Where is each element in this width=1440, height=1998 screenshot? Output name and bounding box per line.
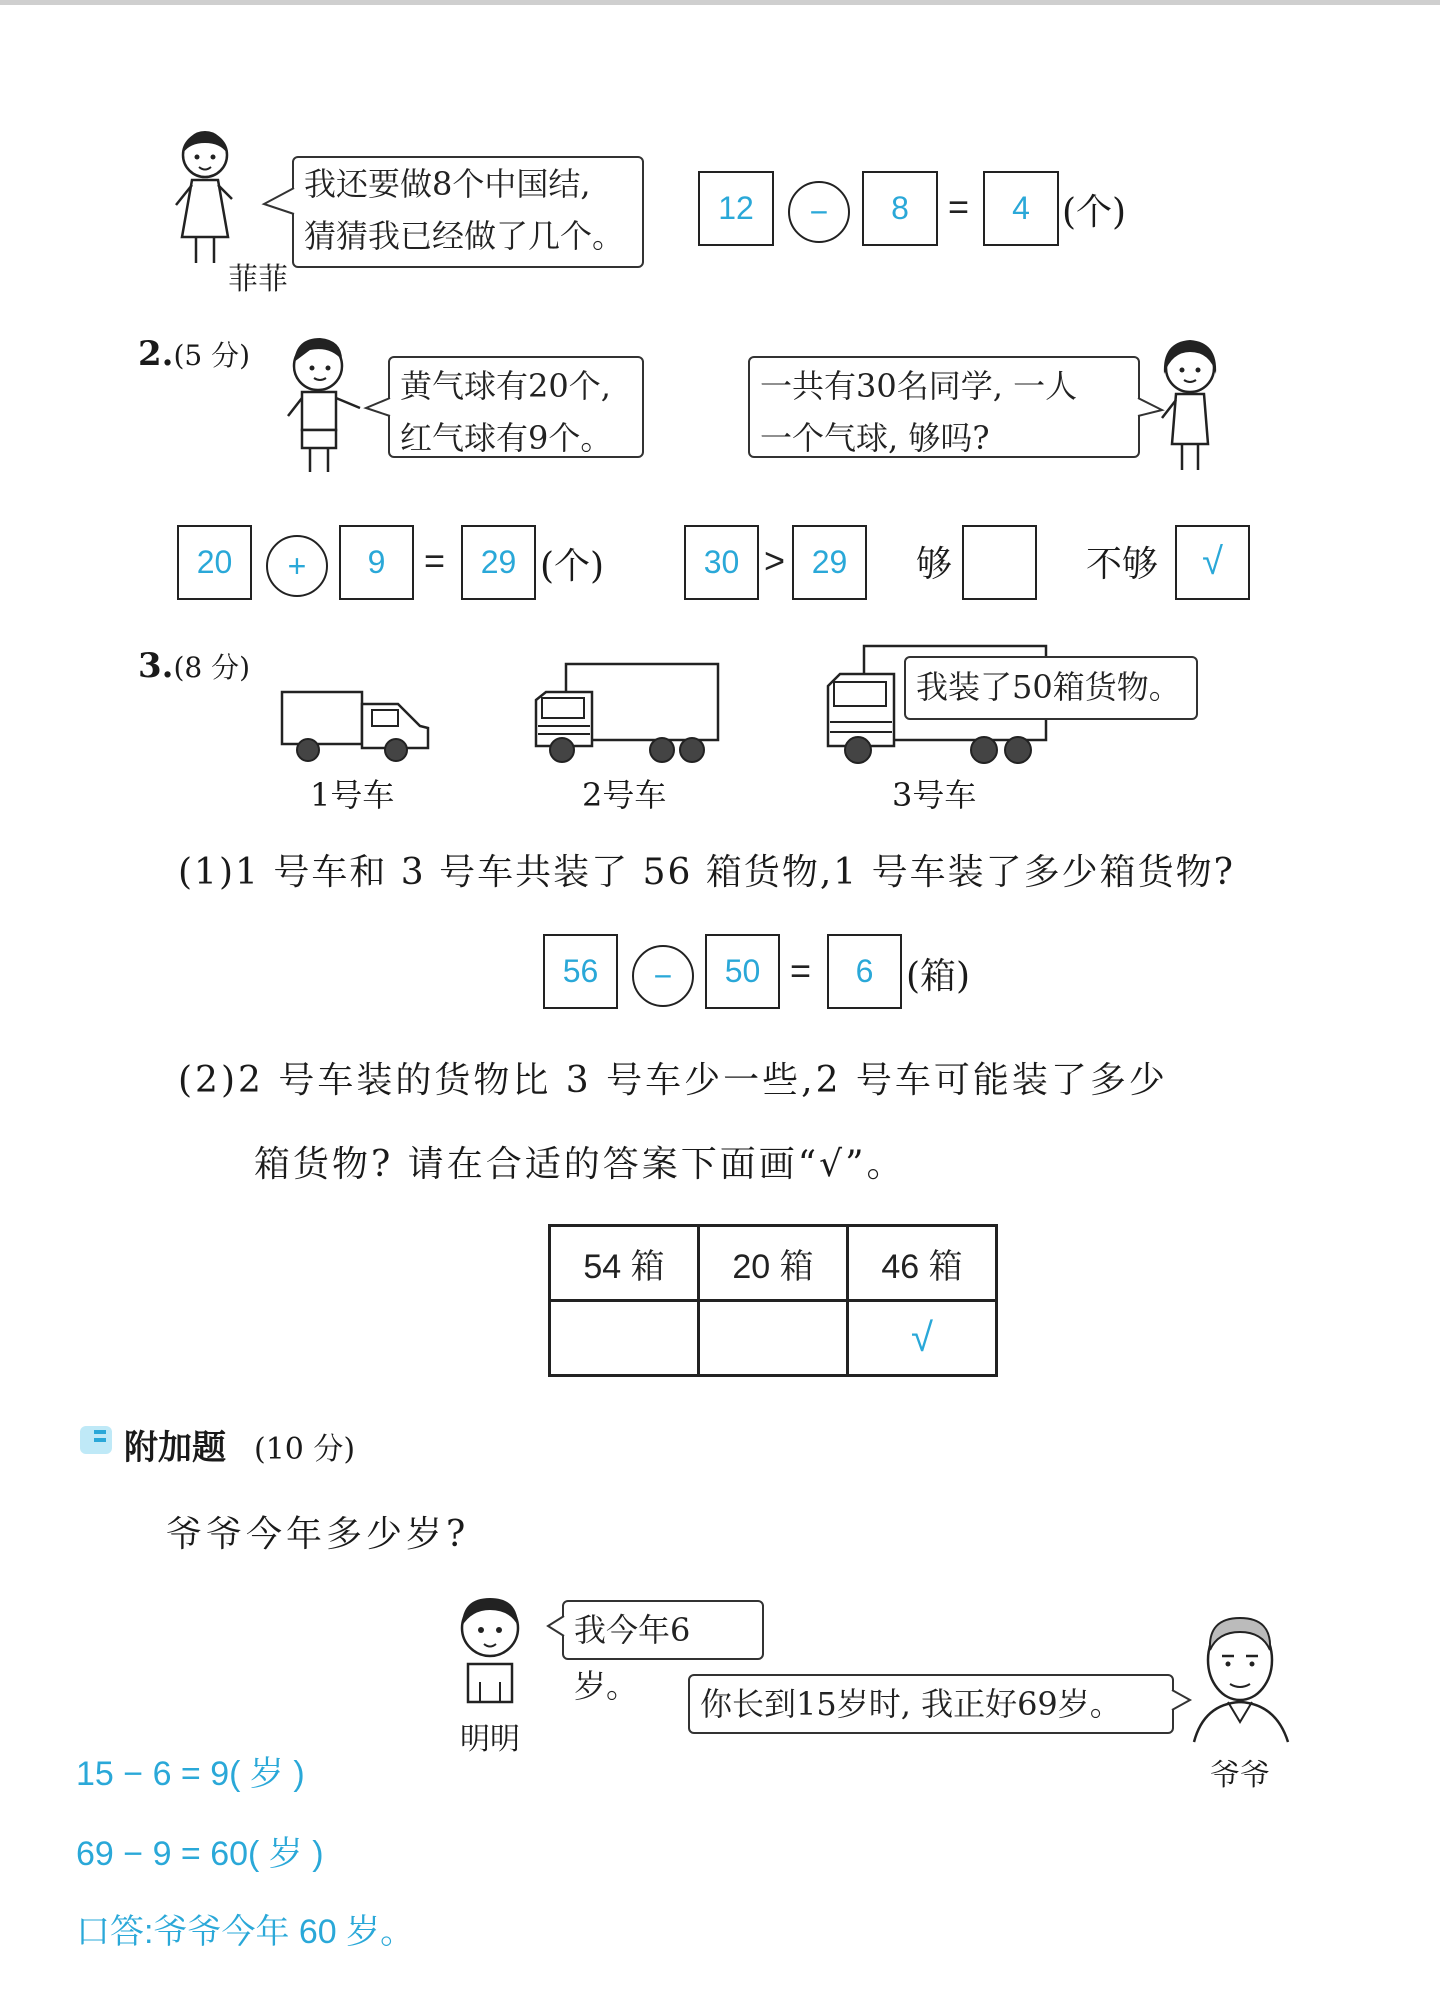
bonus-answer-line2: 69 − 9 = 60( 岁 ) — [76, 1835, 324, 1873]
girl-illustration — [1152, 334, 1228, 480]
mingming-name: 明明 — [460, 1722, 520, 1757]
bonus-question: 爷爷今年多少岁? — [166, 1514, 470, 1555]
q2-greater-than-sign: > — [764, 540, 786, 581]
q2-addend2-box: 9 — [339, 525, 414, 600]
q3-sub1-equals-sign: = — [790, 950, 812, 991]
boy-mingming-illustration — [450, 1592, 530, 1708]
q2-enough-answer-box — [962, 525, 1037, 600]
q3-label — [138, 646, 250, 686]
truck-3-speech-bubble: 我装了50箱货物。 — [904, 656, 1198, 720]
q1-subtrahend-box: 8 — [862, 171, 938, 246]
boy-illustration — [280, 332, 370, 482]
q2-sum-box: 29 — [461, 525, 536, 600]
truck-3-label: 3号车 — [892, 776, 977, 814]
q2-boy-bubble-line1: 黄气球有20个, — [400, 367, 611, 405]
q2-boy-speech-bubble — [388, 356, 644, 458]
q2-equals-sign: = — [424, 540, 446, 581]
feifei-speech-bubble — [292, 156, 644, 268]
bonus-title: 附加题 — [124, 1428, 226, 1468]
q1-minuend-box: 12 — [698, 171, 774, 246]
q3-sub1-result-box: 6 — [827, 934, 902, 1009]
choice-label-20: 20 箱 — [699, 1226, 848, 1301]
q3-sub1-operator-circle: − — [632, 945, 694, 1007]
mingming-speech-bubble: 我今年6岁。 — [562, 1600, 764, 1660]
truck-1-illustration — [280, 688, 432, 766]
q2-label — [138, 334, 250, 374]
feifei-bubble-line1: 我还要做8个中国结, — [304, 165, 591, 203]
q3-sub1-part-box: 50 — [705, 934, 780, 1009]
choice-mark-54 — [550, 1301, 699, 1376]
q3-choice-table — [548, 1224, 998, 1377]
q2-not-enough-label: 不够 — [1086, 544, 1159, 585]
grandpa-speech-bubble: 你长到15岁时, 我正好69岁。 — [688, 1674, 1174, 1734]
top-border-line — [0, 0, 1440, 5]
bonus-section-icon — [78, 1424, 118, 1456]
bonus-answer-line1: 15 − 6 = 9( 岁 ) — [76, 1755, 305, 1793]
q1-unit: (个) — [1062, 192, 1127, 233]
q2-girl-bubble-line2: 一个气球, 够吗? — [760, 419, 990, 457]
choice-mark-46: √ — [848, 1301, 997, 1376]
q2-number: 2. — [138, 334, 174, 374]
q2-compare-left-box: 30 — [684, 525, 759, 600]
q3-sub1-text: (1)1 号车和 3 号车共装了 56 箱货物,1 号车装了多少箱货物? — [178, 852, 1235, 893]
q3-sub2-line2: 箱货物? 请在合适的答案下面画“√”。 — [254, 1144, 906, 1185]
q1-result-box: 4 — [983, 171, 1059, 246]
feifei-bubble-tail — [262, 186, 294, 216]
q1-operator-circle: − — [788, 181, 850, 243]
bonus-answer-line3: 口答:爷爷今年 60 岁。 — [76, 1913, 415, 1951]
q2-girl-bubble-line1: 一共有30名同学, 一人 — [760, 367, 1078, 405]
truck-1-label: 1号车 — [310, 776, 395, 814]
feifei-name: 菲菲 — [228, 262, 288, 297]
q2-points: (5 分) — [173, 339, 251, 372]
grandpa-illustration — [1184, 1606, 1294, 1746]
mingming-bubble-tail — [546, 1614, 564, 1640]
q3-sub1-unit: (箱) — [906, 956, 971, 997]
q2-unit: (个) — [540, 546, 605, 587]
grandpa-name: 爷爷 — [1210, 1758, 1270, 1793]
q3-sub2-line1: (2)2 号车装的货物比 3 号车少一些,2 号车可能装了多少 — [178, 1060, 1168, 1101]
q2-addend1-box: 20 — [177, 525, 252, 600]
q2-not-enough-answer-box: √ — [1175, 525, 1250, 600]
truck-2-label: 2号车 — [582, 776, 667, 814]
choice-label-46: 46 箱 — [848, 1226, 997, 1301]
q2-girl-speech-bubble — [748, 356, 1140, 458]
q2-boy-bubble-line2: 红气球有9个。 — [400, 419, 613, 457]
choice-mark-row — [550, 1301, 997, 1376]
truck-2-illustration — [532, 662, 722, 766]
choice-mark-20 — [699, 1301, 848, 1376]
q2-operator-circle: + — [266, 535, 328, 597]
q3-sub1-total-box: 56 — [543, 934, 618, 1009]
bonus-points: (10 分) — [254, 1432, 356, 1467]
feifei-bubble-line2: 猜猜我已经做了几个。 — [304, 217, 625, 255]
q3-points: (8 分) — [173, 651, 251, 684]
choice-label-54: 54 箱 — [550, 1226, 699, 1301]
q3-number: 3. — [138, 646, 174, 686]
q2-enough-label: 够 — [916, 544, 953, 585]
choice-label-row — [550, 1226, 997, 1301]
q1-equals-sign: = — [948, 186, 970, 227]
q2-compare-right-box: 29 — [792, 525, 867, 600]
q2-boy-bubble-tail — [364, 396, 390, 420]
